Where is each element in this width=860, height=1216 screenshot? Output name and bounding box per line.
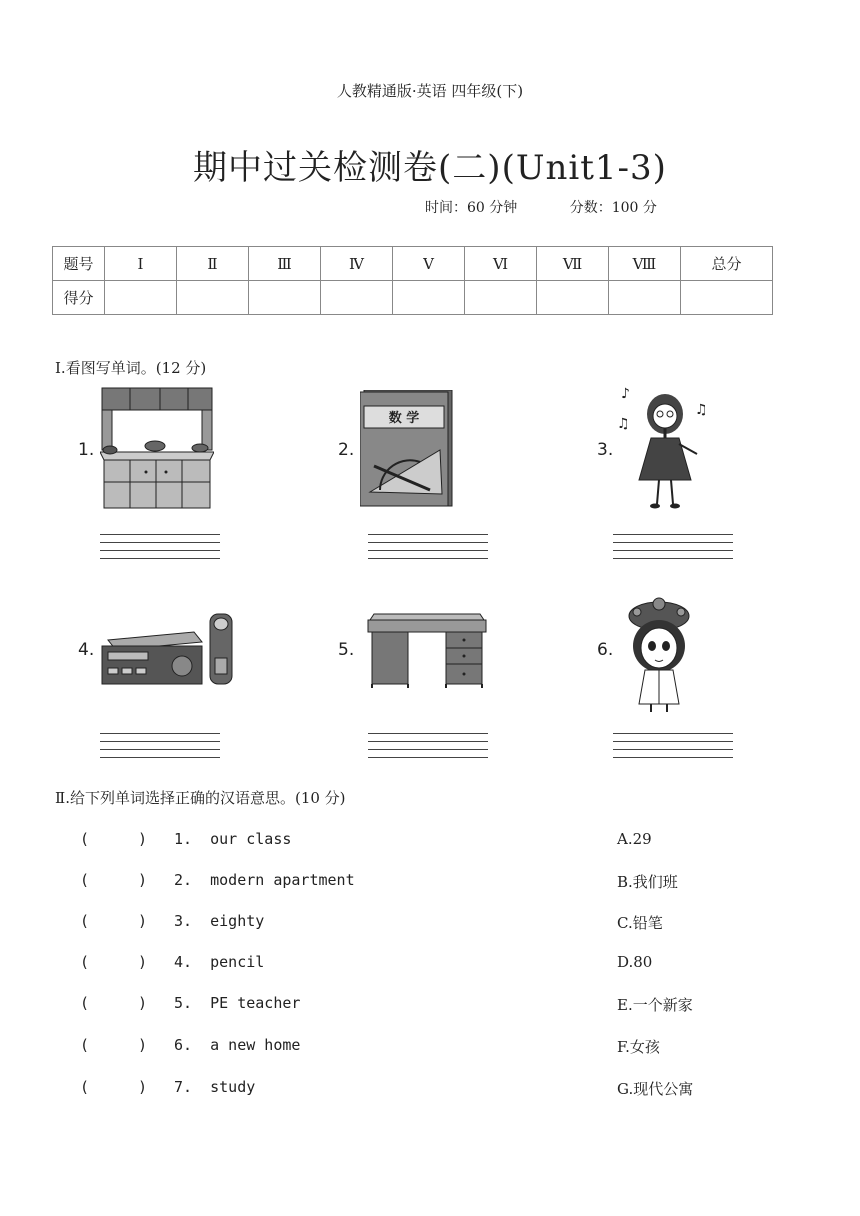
picture-item-1 xyxy=(78,386,223,516)
score-table-row-header: 题号 xyxy=(53,247,105,281)
score-table-col: Ⅴ xyxy=(393,247,465,281)
opera-girl-icon xyxy=(617,596,701,714)
tv-set-icon xyxy=(98,610,238,690)
score-table-col-total: 总分 xyxy=(681,247,773,281)
picture-item-2 xyxy=(338,386,468,516)
answer-paren-open[interactable]: ( xyxy=(80,953,90,971)
page-title: 期中过关检测卷(二)(Unit1-3) xyxy=(193,148,667,188)
picture-item-4 xyxy=(78,610,248,690)
match-word: 7. study xyxy=(174,1078,256,1096)
page-header: 人教精通版·英语 四年级(下) xyxy=(336,82,524,100)
kitchen-icon xyxy=(100,386,214,510)
score-table-col: Ⅵ xyxy=(465,247,537,281)
answer-paren-close: ) xyxy=(138,953,148,971)
total-score: 分数：100 分 xyxy=(569,200,657,216)
match-word: 4. pencil xyxy=(174,953,265,971)
score-cell[interactable] xyxy=(537,281,609,315)
answer-paren-open[interactable]: ( xyxy=(80,871,90,889)
match-word: 6. a new home xyxy=(174,1036,301,1054)
item-number: 5. xyxy=(338,640,355,660)
match-option: A.29 xyxy=(617,830,652,848)
answer-lines-2[interactable] xyxy=(368,534,488,566)
match-word: 1. our class xyxy=(174,830,292,848)
score-table-col: Ⅱ xyxy=(177,247,249,281)
score-cell[interactable] xyxy=(609,281,681,315)
score-table-col: Ⅳ xyxy=(321,247,393,281)
match-option: G.现代公寓 xyxy=(617,1080,694,1098)
match-option: F.女孩 xyxy=(617,1038,660,1056)
match-option: B.我们班 xyxy=(617,873,678,891)
exam-meta xyxy=(425,197,657,217)
answer-paren-close: ) xyxy=(138,1078,148,1096)
answer-paren-open[interactable]: ( xyxy=(80,1036,90,1054)
section-1-title: Ⅰ.看图写单词。(12 分) xyxy=(55,359,207,377)
score-cell[interactable] xyxy=(249,281,321,315)
match-option: D.80 xyxy=(617,953,653,971)
math-book-icon xyxy=(360,390,454,508)
match-option: C.铅笔 xyxy=(617,914,663,932)
score-table-col: Ⅲ xyxy=(249,247,321,281)
answer-paren-open[interactable]: ( xyxy=(80,912,90,930)
answer-lines-4[interactable] xyxy=(100,733,220,765)
score-table-score-row xyxy=(53,281,773,315)
time-limit: 时间：60 分钟 xyxy=(425,200,518,216)
section-2-title: Ⅱ.给下列单词选择正确的汉语意思。(10 分) xyxy=(55,789,346,807)
item-number: 6. xyxy=(597,640,614,660)
item-number: 1. xyxy=(78,440,95,460)
svg-text:♫: ♫ xyxy=(617,416,630,432)
answer-paren-close: ) xyxy=(138,871,148,889)
score-cell[interactable] xyxy=(105,281,177,315)
answer-paren-close: ) xyxy=(138,830,148,848)
score-table-header-row xyxy=(53,247,773,281)
item-number: 3. xyxy=(597,440,614,460)
score-table-col: Ⅷ xyxy=(609,247,681,281)
item-number: 2. xyxy=(338,440,355,460)
answer-paren-open[interactable]: ( xyxy=(80,830,90,848)
answer-paren-close: ) xyxy=(138,912,148,930)
answer-lines-6[interactable] xyxy=(613,733,733,765)
desk-icon xyxy=(366,612,488,690)
score-table-col: Ⅶ xyxy=(537,247,609,281)
picture-item-3 xyxy=(597,384,727,514)
answer-lines-5[interactable] xyxy=(368,733,488,765)
match-option: E.一个新家 xyxy=(617,996,693,1014)
score-table-score-label: 得分 xyxy=(53,281,105,315)
score-cell[interactable] xyxy=(465,281,537,315)
score-table xyxy=(52,246,773,315)
answer-paren-close: ) xyxy=(138,994,148,1012)
score-cell[interactable] xyxy=(321,281,393,315)
singing-girl-icon xyxy=(615,384,715,512)
svg-text:♫: ♫ xyxy=(695,402,708,418)
answer-paren-open[interactable]: ( xyxy=(80,1078,90,1096)
answer-paren-close: ) xyxy=(138,1036,148,1054)
score-cell[interactable] xyxy=(177,281,249,315)
picture-item-5 xyxy=(338,612,498,692)
match-word: 5. PE teacher xyxy=(174,994,301,1012)
score-table-col: Ⅰ xyxy=(105,247,177,281)
answer-lines-1[interactable] xyxy=(100,534,220,566)
match-word: 2. modern apartment xyxy=(174,871,355,889)
score-cell[interactable] xyxy=(393,281,465,315)
answer-paren-open[interactable]: ( xyxy=(80,994,90,1012)
svg-text:♪: ♪ xyxy=(621,386,630,402)
book-title-text: 数 学 xyxy=(388,411,420,426)
match-word: 3. eighty xyxy=(174,912,265,930)
score-cell[interactable] xyxy=(681,281,773,315)
item-number: 4. xyxy=(78,640,95,660)
picture-item-6 xyxy=(597,596,727,716)
answer-lines-3[interactable] xyxy=(613,534,733,566)
